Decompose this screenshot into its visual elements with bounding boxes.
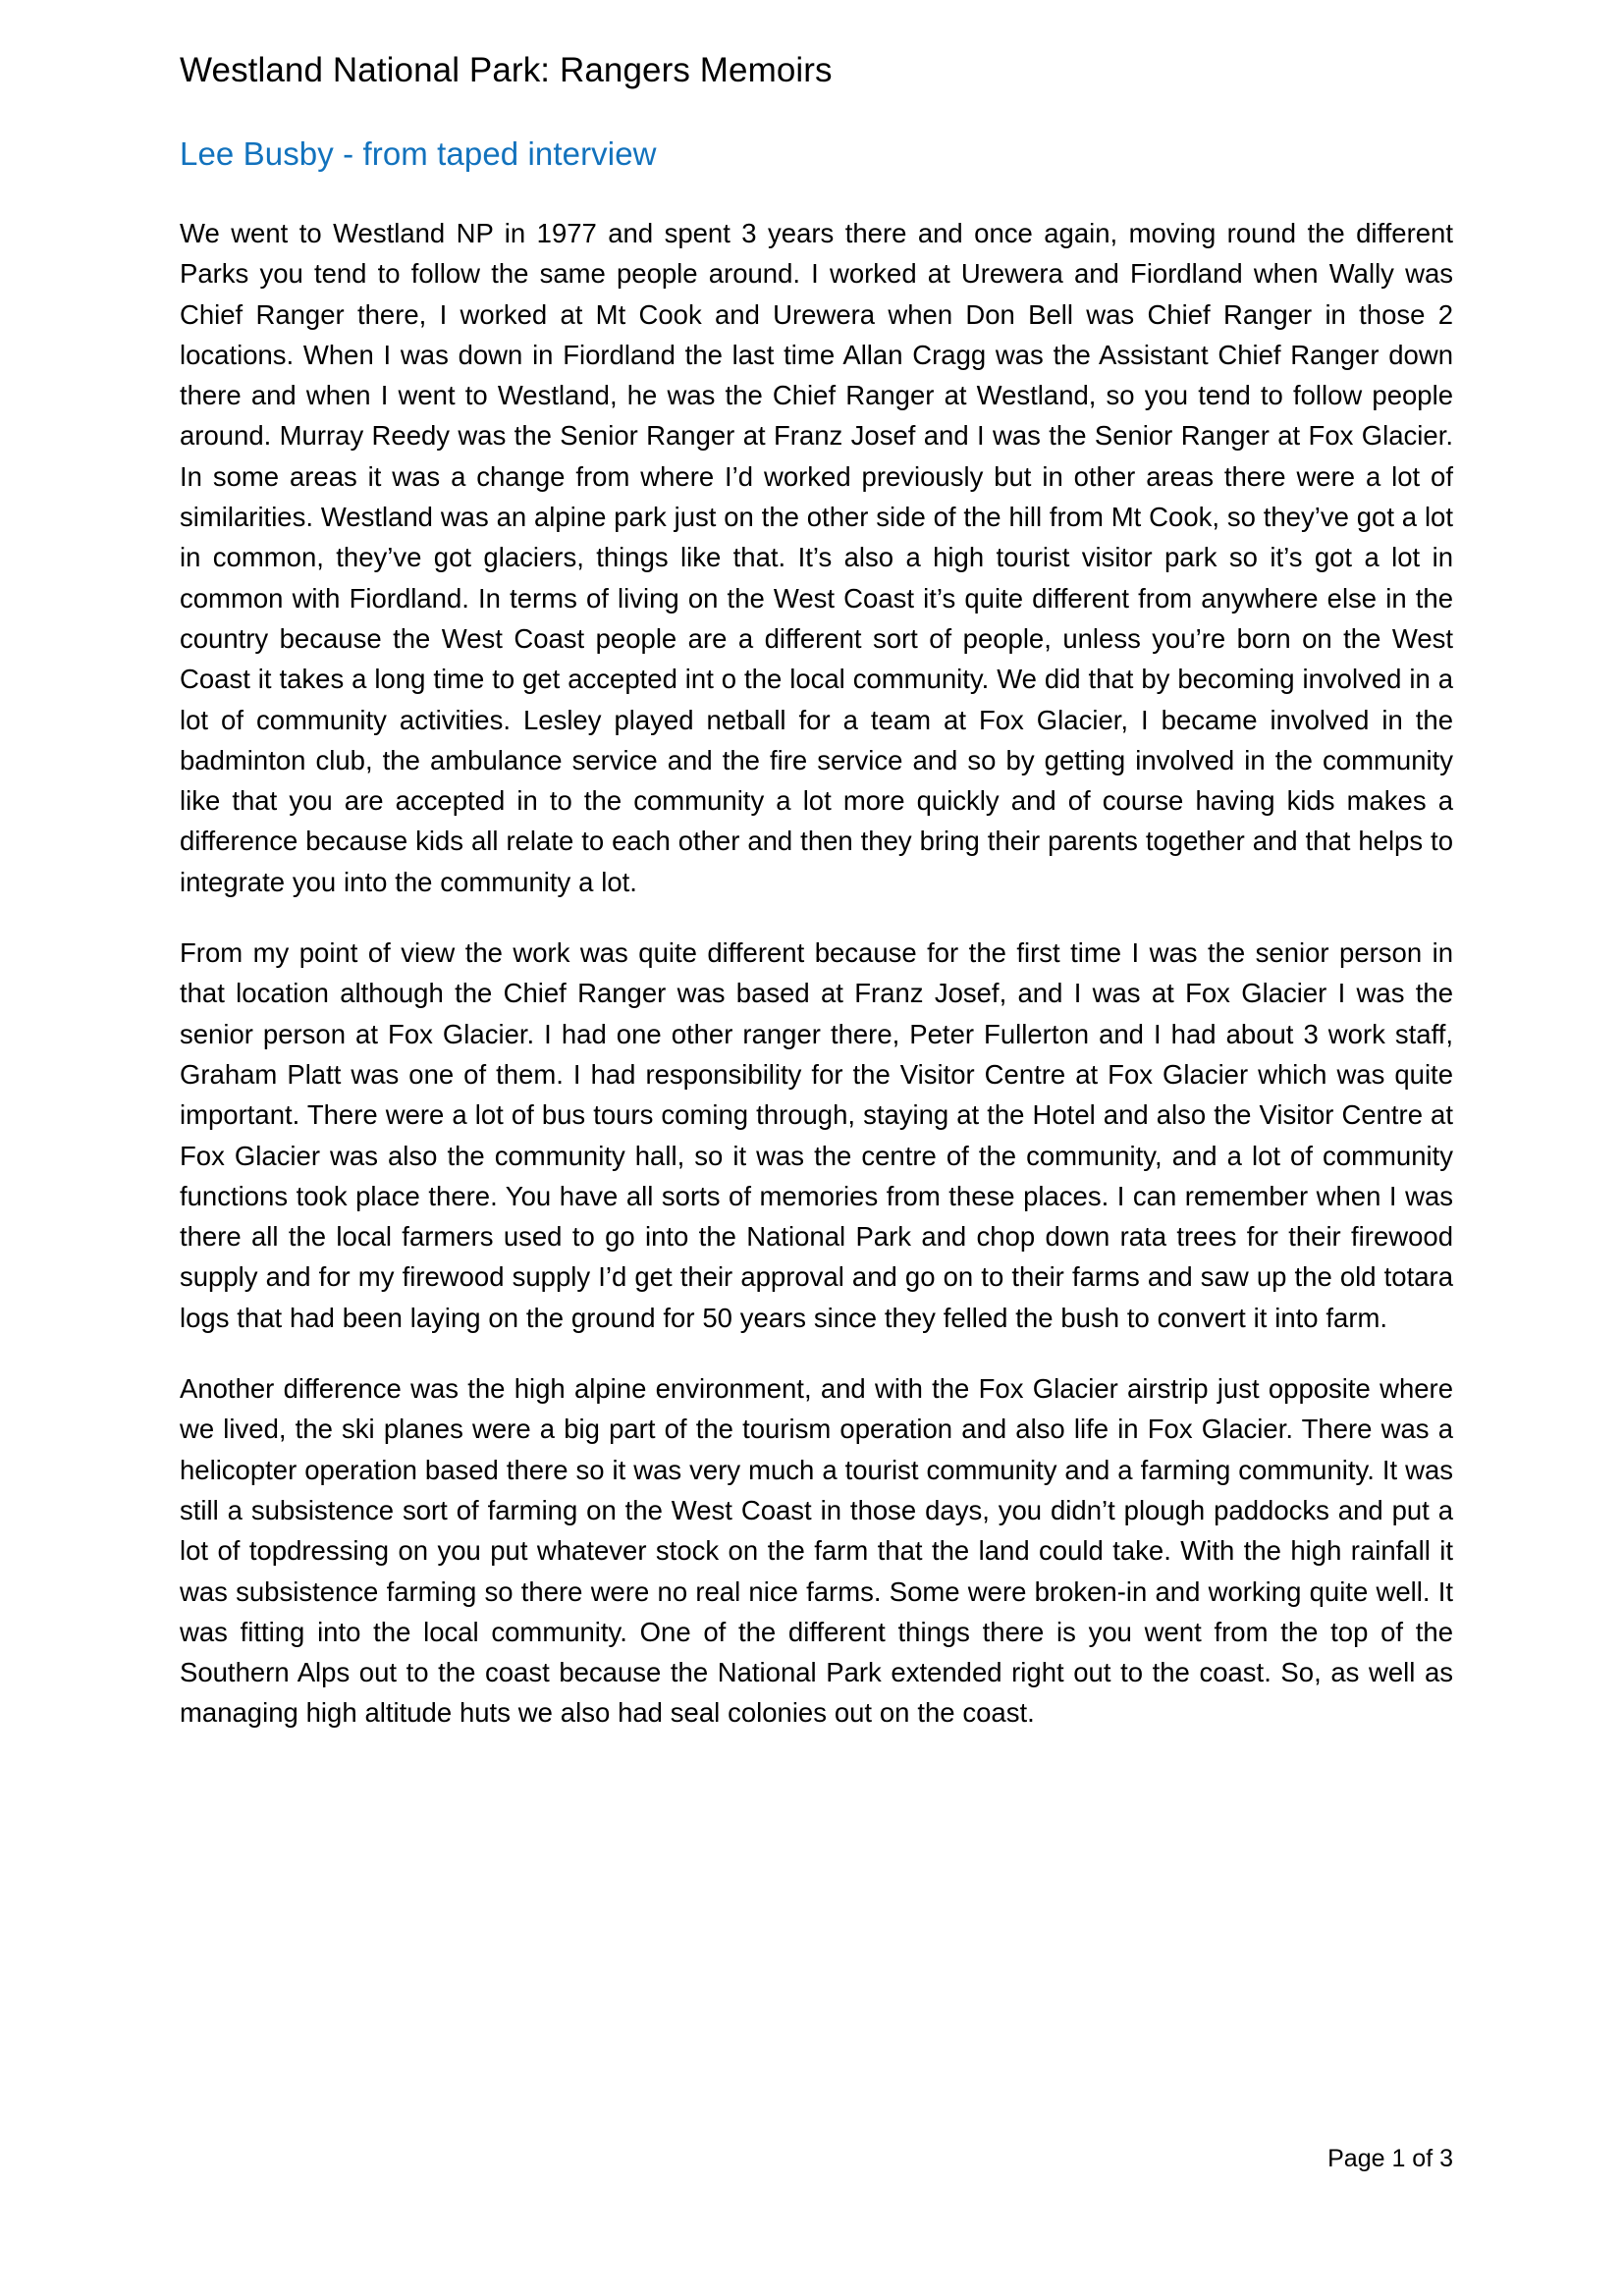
section-heading-interviewee: Lee Busby - from taped interview <box>180 134 657 172</box>
paragraph: From my point of view the work was quite different because for the first time I was the senior person in that location although the Chief Ranger was based at Franz Josef, and I was at Fox Glacier I was the senior person at Fox Glacier. I had one other ranger there, Peter Fullerton and I had about 3 work staff, Graham Platt was one of them. I had responsibility for the Visitor Centre at Fox Glacier which was quite important. There were a lot of bus tours coming through, staying at the Hotel and also the Visitor Centre at Fox Glacier was also the community hall, so it was the centre of the community, and a lot of community functions took place there. You have all sorts of memories from these places. I can remember when I was there all the local farmers used to go into the National Park and chop down rata trees for their firewood supply and for my firewood supply I’d get their approval and go on to their farms and saw up the old totara logs that had been laying on the ground for 50 years since they felled the bush to convert it into farm. <box>180 937 1453 1333</box>
page-content <box>180 0 1453 1734</box>
page-title: Westland National Park: Rangers Memoirs <box>180 51 833 89</box>
paragraph: Another difference was the high alpine environment, and with the Fox Glacier airstrip just opposite where we lived, the ski planes were a big part of the tourism operation and also life in Fox Glacier. There was a helicopter operation based there so it was very much a tourist community and a farming community. It was still a subsistence sort of farming on the West Coast in those days, you didn’t plough paddocks and put a lot of topdressing on you put whatever stock on the farm that the land could take. With the high rainfall it was subsistence farming so there were no real nice farms. Some were broken-in and working quite well. It was fitting into the local community. One of the different things there is you went from the top of the Southern Alps out to the coast because the National Park extended right out to the coast. So, as well as managing high altitude huts we also had seal colonies out on the coast. <box>180 1373 1453 1729</box>
body-text <box>180 174 1453 1734</box>
page-number-footer: Page 1 of 3 <box>1327 2145 1453 2172</box>
paragraph: We went to Westland NP in 1977 and spent 3 years there and once again, moving round the different Parks you tend to follow the same people around. I worked at Urewera and Fiordland when Wally was Chief Ranger there, I worked at Mt Cook and Urewera when Don Bell was Chief Ranger in those 2 locations. When I was down in Fiordland the last time Allan Cragg was the Assistant Chief Ranger down there and when I went to Westland, he was the Chief Ranger at Westland, so you tend to follow people around. Murray Reedy was the Senior Ranger at Franz Josef and I was the Senior Ranger at Fox Glacier. In some areas it was a change from where I’d worked previously but in other areas there were a lot of similarities. Westland was an alpine park just on the other side of the hill from Mt Cook, so they’ve got a lot in common, they’ve got glaciers, things like that. It’s also a high tourist visitor park so it’s got a lot in common with Fiordland. In terms of living on the West Coast it’s quite different from anywhere else in the country because the West Coast people are a different sort of people, unless you’re born on the West Coast it takes a long time to get accepted int o the local community. We did that by becoming involved in a lot of community activities. Lesley played netball for a team at Fox Glacier, I became involved in the badminton club, the ambulance service and the fire service and so by getting involved in the community like that you are accepted in to the community a lot more quickly and of course having kids makes a difference because kids all relate to each other and then they bring their parents together and that helps to integrate you into the community a lot. <box>180 218 1453 897</box>
